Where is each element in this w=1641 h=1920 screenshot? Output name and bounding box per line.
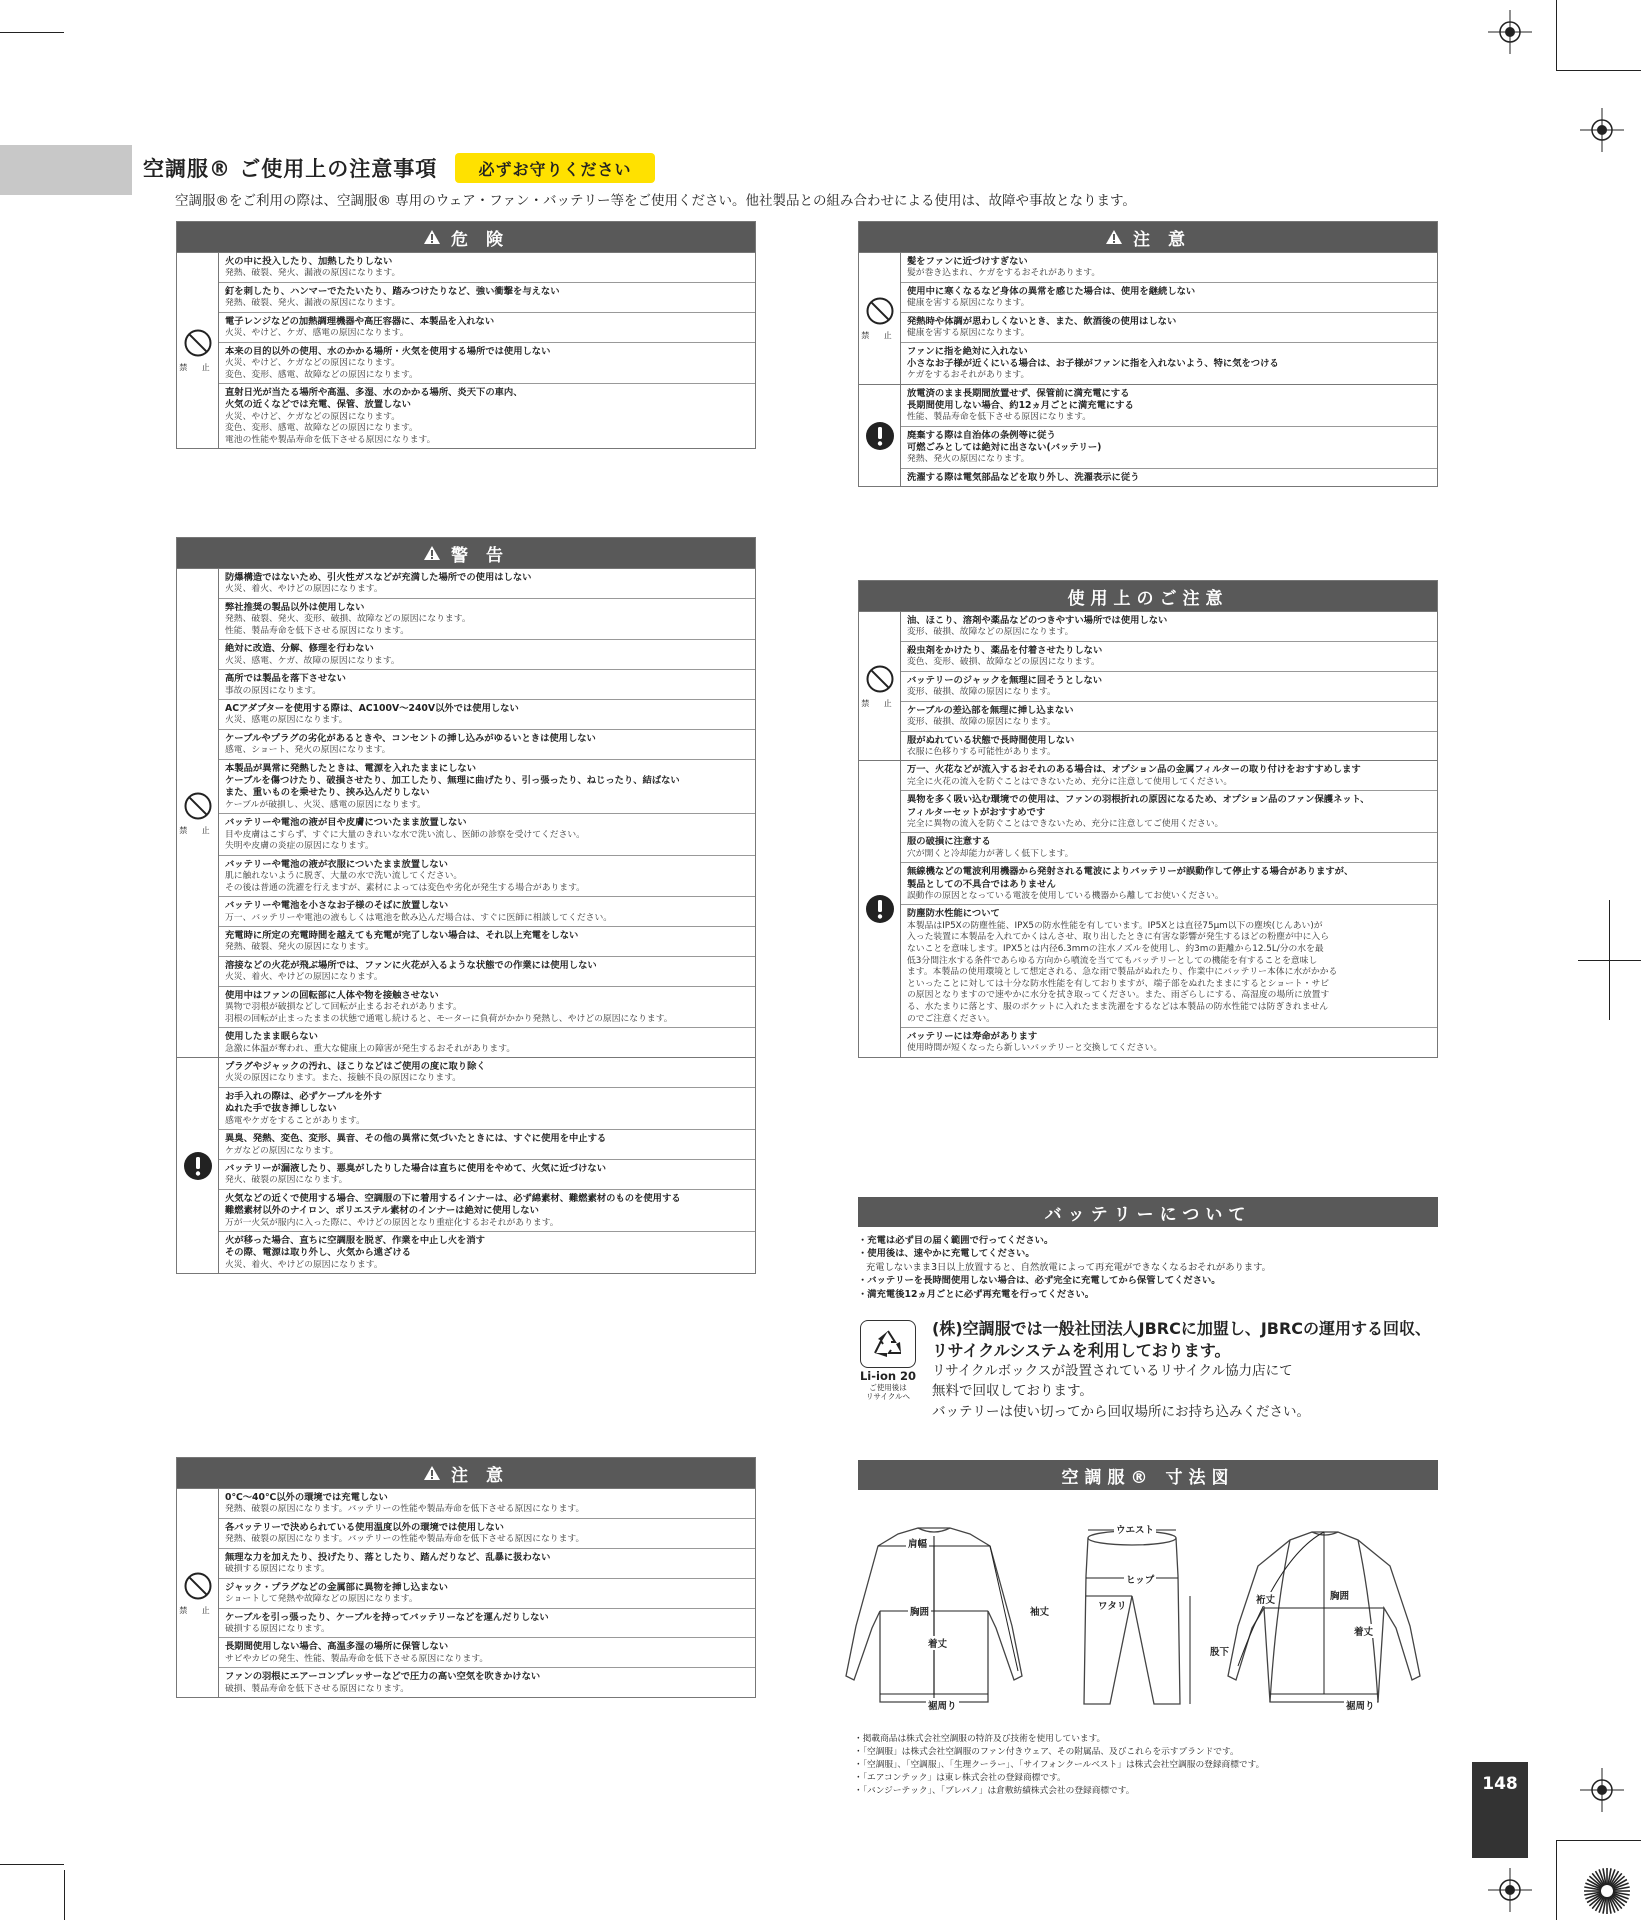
notice-item [219, 896, 755, 926]
notice-detail: 健康を害する原因になります。 [907, 298, 1030, 309]
notice-item [901, 731, 1437, 761]
li-ion-label: Li-ion 20 [859, 1369, 917, 1383]
notice-title: ファンに指を絶対に入れない 小さなお子様が近くにいる場合は、お子様がファンに指を入れないよう、特に気をつける [907, 345, 1279, 369]
mandatory-group [859, 760, 1437, 1057]
notice-title: 本製品が異常に発熱したときは、電源を入れたままにしない ケーブルを傷つけたり、破損させたり、加工したり、無理に曲げたり、引っ張ったり、ねじったり、結ばない また、重いものを乗せたり、挟み込んだりしない [225, 762, 680, 799]
notice-item [219, 253, 755, 282]
notice-item [901, 641, 1437, 671]
registration-mark-icon [1488, 1868, 1532, 1912]
notice-detail: 本製品はIP5Xの防塵性能、IPX5の防水性能を有しています。IP5Xとは直径75μm以下の塵埃(じんあい)が 入った装置に本製品を入れてかくはんさせ、取り出したときに有害な影響が発生するほどの粉塵が中に入ら ないことを意味します。IPX5とは内径6.3mmの注水ノズルを使用し、約3mの距離から12.5L/分の水を最 低3分間注水する条件であらゆる方向から噴流を当ててもバッテリーとしての機能を有することを意味し ます。本製品の使用環境として想定される、急な雨で製品がぬれたり、作業中にバッテリー本体に水がかかる といったことに対しては十分な防水性能を有しておりますが、端子部をぬれたままにするとショート・サビ の原因となりますので速やかに水分を拭き取ってください。また、雨ざらしにする、高湿度の場所に放置す る、水たまりに落とす、服のポケットに入れたまま洗濯をするなどは本製品の防水性能では防ぎきれません のでご注意ください。 [907, 920, 1338, 1024]
notice-item [219, 282, 755, 312]
notice-title: 発熱時や体調が思わしくないとき、また、飲酒後の使用はしない [907, 315, 1177, 327]
battery-list [858, 1234, 1438, 1301]
warning-triangle-icon [423, 1465, 441, 1481]
notice-list [219, 569, 755, 1057]
notice-title: 洗濯する際は電気部品などを取り外し、洗濯表示に従う [907, 472, 1140, 484]
notice-title: 火気などの近くで使用する場合、空調服の下に着用するインナーは、必ず綿素材、難燃素材のものを使用する 難燃素材以外のナイロン、ポリエステル素材のインナーは絶対に使用しない [225, 1192, 681, 1217]
notice-item [219, 956, 755, 986]
notice-title: 防爆構造ではないため、引火性ガスなどが充満した場所での使用はしない [225, 572, 532, 583]
danger-title: 危 険 [451, 229, 509, 250]
notice-detail: 感電やケガをすることがあります。 [225, 1115, 365, 1126]
notice-title: プラグやジャックの汚れ、ほこりなどはご使用の度に取り除く [225, 1061, 486, 1073]
notice-title: 油、ほこり、溶剤や薬品などのつきやすい場所では使用しない [907, 615, 1168, 626]
size-header-box [858, 1460, 1438, 1490]
notice-detail: 発熱、破裂、発火、漏液の原因になります。 [225, 268, 401, 279]
notice-title: バッテリーが漏液したり、悪臭がしたりした場合は直ちに使用をやめて、火気に近づけない [225, 1163, 606, 1175]
notice-title: 0℃〜40℃以外の環境では充電しない [225, 1492, 388, 1503]
prohibit-group [177, 568, 755, 1057]
notice-detail: 火災、着火、やけどの原因になります。 [225, 1259, 383, 1270]
notice-title: 防塵防水性能について [907, 908, 1000, 920]
prohibit-group [859, 252, 1437, 384]
crop-mark [64, 1870, 65, 1920]
notice-item [219, 1189, 755, 1231]
notice-item [219, 1608, 755, 1638]
label-waist: ウエスト [1114, 1522, 1156, 1536]
label-shoulder: 肩幅 [906, 1536, 929, 1550]
note-line: ・「空調服」、「空調服」、「生理クーラー」、「サイフォンクールベスト」は株式会社空調服の登録商標です。 [854, 1760, 1265, 1771]
notice-detail: 事故の原因になります。 [225, 685, 322, 696]
notice-detail: 発熱、破裂、発火の原因になります。 [225, 942, 374, 953]
trademark-notes [854, 1733, 1264, 1798]
notice-detail: 発熱、発火の原因になります。 [907, 454, 1030, 465]
recycle-text [932, 1318, 1452, 1422]
notice-item [219, 1489, 755, 1518]
side-tab [0, 145, 132, 195]
notice-item [901, 312, 1437, 342]
must-follow-badge: 必ずお守りください [455, 153, 655, 183]
starburst-mark-icon [1582, 1866, 1632, 1916]
recycle-logo [858, 1320, 918, 1402]
crop-mark [1609, 900, 1610, 1020]
prohibit-label: 禁 止 [179, 1605, 216, 1615]
notice-title: 充電時に所定の充電時間を越えても充電が完了しない場合は、それ以上充電をしない [225, 930, 579, 942]
notice-detail: 誤動作の原因となっている電波を使用している機器から離してお使いください。 [907, 890, 1224, 901]
prohibit-label: 禁 止 [179, 825, 216, 835]
label-hem-2: 裾周り [1344, 1698, 1377, 1712]
notice-title: 直射日光が当たる場所や高温、多湿、水のかかる場所、炎天下の車内、 火気の近くなどでは充電、保管、放置しない [225, 387, 523, 411]
notice-list [901, 253, 1437, 384]
notice-title: 長期間使用しない場合、高温多湿の場所に保管しない [225, 1641, 449, 1653]
caution-box [858, 221, 1438, 487]
notice-detail: 万が一火気が服内に入った際に、やけどの原因となり重症化するおそれがあります。 [225, 1217, 559, 1228]
prohibit-group [177, 1488, 755, 1697]
label-chest-2: 胸囲 [1328, 1588, 1351, 1602]
notice-title: 万一、火花などが流入するおそれのある場合は、オプション品の金属フィルターの取り付けをおすすめします [907, 764, 1361, 776]
notice-detail: 火災、やけど、ケガ、感電の原因になります。 [225, 328, 409, 339]
battery-item: ・満充電後12ヵ月ごとに必ず再充電を行ってください。 [858, 1288, 1095, 1300]
notice-item [901, 790, 1437, 832]
page-number: 148 [1472, 1762, 1528, 1858]
notice-list [901, 761, 1437, 1057]
notice-title: 火の中に投入したり、加熱したりしない [225, 256, 393, 267]
notice-title: 無理な力を加えたり、投げたり、落としたり、踏んだりなど、乱暴に扱わない [225, 1551, 551, 1563]
size-title: 空調服® 寸法図 [1061, 1467, 1235, 1488]
notice-item [219, 1087, 755, 1129]
notice-detail: 使用時間が短くなったら新しいバッテリーと交換してください。 [907, 1043, 1163, 1054]
notice-item [219, 699, 755, 729]
prohibit-icon [177, 569, 219, 1057]
battery-title: バッテリーについて [1044, 1204, 1252, 1225]
notice-detail: 肌に触れないように脱ぎ、大量の水で洗い流してください。 その後は普通の洗濯を行えますが、素材によっては変色や劣化が発生する場合があります。 [225, 871, 585, 893]
notice-item [219, 855, 755, 896]
notice-item [219, 342, 755, 383]
warning-triangle-icon [423, 545, 441, 561]
notice-title: 放電済のまま長期間放置せず、保管前に満充電にする 長期間使用しない場合、約12ヵ月ごとに満充電にする [907, 387, 1134, 412]
notice-item [901, 862, 1437, 904]
prohibit-group [859, 611, 1437, 760]
notice-item [219, 1027, 755, 1057]
notice-item [219, 312, 755, 342]
notice-title: 使用中はファンの回転部に人体や物を接触させない [225, 989, 439, 1001]
notice-title: 服がぬれている状態で長時間使用しない [907, 734, 1075, 746]
intro-text: 空調服®をご利用の際は、空調服® 専用のウェア・ファン・バッテリー等をご使用ください。他社製品との組み合わせによる使用は、故障や事故となります。 [175, 193, 1136, 209]
notice-item [219, 1058, 755, 1087]
usage-title: 使用上のご注意 [1067, 588, 1229, 609]
notice-detail: 変色、変形、破損、故障などの原因になります。 [907, 657, 1100, 668]
crop-mark [1556, 70, 1641, 71]
notice-detail: 健康を害する原因になります。 [907, 328, 1030, 339]
notice-detail: 火災、着火、やけどの原因になります。 [225, 584, 383, 595]
label-hem: 裾周り [926, 1698, 959, 1712]
notice-title: 各バッテリーで決められている使用温度以外の環境では使用しない [225, 1521, 504, 1533]
notice-item [219, 1159, 755, 1189]
notice-item [901, 701, 1437, 731]
notice-item [901, 468, 1437, 486]
notice-title: 異臭、発熱、変色、変形、異音、その他の異常に気づいたときには、すぐに使用を中止する [225, 1133, 607, 1145]
exclamation-icon [859, 385, 901, 487]
notice-item [901, 612, 1437, 641]
notice-item [901, 385, 1437, 426]
notice-title: ケーブルやプラグの劣化があるときや、コンセントの挿し込みがゆるいときは使用しない [225, 732, 596, 744]
notice-item [901, 904, 1437, 1027]
caution-battery-box [176, 1457, 756, 1698]
notice-item [219, 383, 755, 448]
note-line: ・「エアコンテック」は東レ株式会社の登録商標です。 [854, 1773, 1066, 1784]
prohibit-icon [177, 253, 219, 448]
notice-detail: ショートして発熱や故障などの原因になります。 [225, 1593, 418, 1604]
recycle-line: 無料で回収しております。 [932, 1383, 1093, 1400]
notice-detail: 火災、やけど、ケガなどの原因になります。 変色、変形、感電、故障などの原因になります。 [225, 357, 418, 380]
notice-title: 溶接などの火花が飛ぶ場所では、ファンに火花が入るような状態での作業には使用しない [225, 959, 597, 971]
label-length-2: 着丈 [1352, 1624, 1375, 1638]
notice-title: バッテリーや電池の液が目や皮膚についたまま放置しない [225, 817, 467, 829]
notice-item [901, 253, 1437, 282]
usage-box [858, 580, 1438, 1058]
notice-title: お手入れの際は、必ずケーブルを外す ぬれた手で抜き挿ししない [225, 1091, 382, 1115]
notice-title: 髪をファンに近づけすぎない [907, 256, 1028, 267]
notice-item [219, 598, 755, 639]
label-hip: ヒップ [1124, 1572, 1156, 1586]
notice-detail: 目や皮膚はこすらず、すぐに大量のきれいな水で洗い流し、医師の診察を受けてください。 失明や皮膚の炎症の原因になります。 [225, 829, 585, 852]
notice-item [219, 926, 755, 956]
notice-item [219, 759, 755, 813]
notice-title: ファンの羽根にエアーコンプレッサーなどで圧力の高い空気を吹きかけない [225, 1671, 541, 1683]
notice-title: 服の破損に注意する [907, 836, 991, 848]
notice-item [219, 569, 755, 598]
notice-item [219, 1231, 755, 1273]
notice-detail: 変形、破損、故障の原因になります。 [907, 687, 1056, 698]
warning-box [176, 537, 756, 1274]
note-line: ・「バンジーテック」、「ブレバノ」は倉敷紡績株式会社の登録商標です。 [854, 1786, 1135, 1797]
notice-title: 無線機などの電波利用機器から発射される電波によりバッテリーが誤動作して停止する場合がありますが、 製品としての不具合ではありません [907, 866, 1354, 890]
notice-detail: サビやカビの発生、性能、製品寿命を低下させる原因になります。 [225, 1653, 489, 1664]
mandatory-group [859, 384, 1437, 487]
notice-item [901, 1027, 1437, 1057]
notice-title: 釘を刺したり、ハンマーでたたいたり、踏みつけたりなど、強い衝撃を与えない [225, 285, 560, 297]
battery-item: 充電しないまま3日以上放置すると、自然放電によって再充電ができなくなるおそれがあります。 [866, 1261, 1271, 1273]
notice-detail: 破損する原因になります。 [225, 1564, 330, 1575]
label-length: 着丈 [926, 1636, 949, 1650]
warning-header [177, 538, 755, 568]
battery-header-box [858, 1197, 1438, 1227]
notice-detail: 性能、製品寿命を低下させる原因になります。 [907, 412, 1092, 423]
note-line: ・「空調服」は株式会社空調服のファン付きウェア、その附属品、及びこれらを示すブランドです。 [854, 1747, 1239, 1758]
notice-detail: 火災、やけど、ケガなどの原因になります。 変色、変形、感電、故障などの原因になります。 電池の性能や製品寿命を低下させる原因になります。 [225, 411, 436, 445]
notice-title: 本来の目的以外の使用、水のかかる場所・火気を使用する場所では使用しない [225, 345, 551, 357]
notice-title: 弊社推奨の製品以外は使用しない [225, 601, 365, 613]
notice-detail: 発火、破裂の原因になります。 [225, 1175, 348, 1186]
crop-mark [1556, 1840, 1641, 1841]
exclamation-icon [177, 1058, 219, 1273]
notice-detail: 変形、破損、故障の原因になります。 [907, 716, 1056, 727]
note-line: ・掲載商品は株式会社空調服の特許及び技術を使用しています。 [854, 1734, 1106, 1744]
battery-item: ・バッテリーを長時間使用しない場合は、必ず完全に充電してから保管してください。 [858, 1275, 1221, 1287]
notice-detail: 完全に異物の流入を防ぐことはできないため、充分に注意してご使用ください。 [907, 818, 1224, 829]
notice-detail: ケガをするおそれがあります。 [907, 370, 1030, 381]
crop-mark [0, 1864, 64, 1865]
prohibit-icon [859, 253, 901, 384]
notice-detail: 完全に火花の流入を防ぐことはできないため、充分に注意して使用してください。 [907, 776, 1233, 787]
prohibit-label: 禁 止 [861, 330, 898, 340]
notice-item [219, 1578, 755, 1608]
notice-title: バッテリーや電池を小さなお子様のそばに放置しない [225, 900, 449, 912]
notice-list [219, 253, 755, 448]
prohibit-group [177, 252, 755, 448]
exclamation-icon [859, 761, 901, 1057]
notice-title: 殺虫剤をかけたり、薬品を付着させたりしない [907, 644, 1103, 656]
caution-header [859, 222, 1437, 252]
notice-list [901, 612, 1437, 760]
danger-header [177, 222, 755, 252]
notice-item [219, 639, 755, 669]
caution-title: 注 意 [1133, 229, 1191, 250]
notice-title: 使用したまま眠らない [225, 1031, 318, 1043]
notice-detail: 万一、バッテリーや電池の液もしくは電池を飲み込んだ場合は、すぐに医師に相談してください。 [225, 912, 613, 923]
notice-detail: 火災、感電の原因になります。 [225, 715, 348, 726]
notice-title: ジャック・プラグなどの金属部に異物を挿し込まない [225, 1581, 448, 1593]
recycle-title: (株)空調服では一般社団法人JBRCに加盟し、JBRCの運用する回収、 リサイクルシステムを利用しております。 [932, 1319, 1432, 1360]
label-thigh: ワタリ [1096, 1598, 1128, 1612]
notice-title: バッテリーや電池の液が衣服についたまま放置しない [225, 858, 448, 870]
notice-title: ケーブルを引っ張ったり、ケーブルを持ってバッテリーなどを運んだりしない [225, 1611, 549, 1623]
notice-item [219, 813, 755, 854]
notice-detail: 穴が開くと冷却能力が著しく低下します。 [907, 848, 1074, 859]
notice-item [219, 986, 755, 1027]
label-chest: 胸囲 [908, 1604, 931, 1618]
notice-title: 異物を多く吸い込む環境での使用は、ファンの羽根折れの原因になるため、オプション品のファン保護ネット、 フィルターセットがおすすめです [907, 794, 1370, 818]
battery-item: ・充電は必ず目の届く範囲で行ってください。 [858, 1235, 1054, 1246]
notice-item [219, 1548, 755, 1578]
size-diagram [838, 1516, 1446, 1716]
notice-item [219, 729, 755, 759]
notice-detail: 発熱、破裂の原因になります。バッテリーの性能や製品寿命を低下させる原因になります。 [225, 1534, 585, 1545]
notice-detail: ケーブルが破損し、火災、感電の原因になります。 [225, 799, 426, 810]
registration-mark-icon [1580, 1768, 1624, 1812]
mandatory-group [177, 1057, 755, 1273]
warning-triangle-icon [1105, 229, 1123, 245]
notice-list [219, 1489, 755, 1697]
notice-detail: 火災、着火、やけどの原因になります。 [225, 972, 383, 983]
notice-item [901, 832, 1437, 862]
notice-detail: 破損、製品寿命を低下させる原因になります。 [225, 1683, 410, 1694]
notice-detail: 破損する原因になります。 [225, 1623, 330, 1634]
notice-detail: 感電、ショート、発火の原因になります。 [225, 745, 391, 756]
notice-detail: 髪が巻き込まれ、ケガをするおそれがあります。 [907, 268, 1101, 279]
notice-detail: 火災、感電、ケガ、故障の原因になります。 [225, 655, 400, 666]
size-header [858, 1460, 1438, 1490]
prohibit-icon [177, 1489, 219, 1697]
page-title: 空調服® ご使用上の注意事項 [143, 157, 438, 181]
notice-item [219, 1129, 755, 1159]
registration-mark-icon [1488, 10, 1532, 54]
notice-item [901, 761, 1437, 790]
recycle-sub-2: リサイクルへ [866, 1392, 910, 1402]
notice-title: 電子レンジなどの加熱調理機器や高圧容器に、本製品を入れない [225, 315, 495, 327]
notice-item [219, 669, 755, 699]
notice-title: 使用中に寒くなるなど身体の異常を感じた場合は、使用を継続しない [907, 285, 1196, 297]
label-sleeve: 袖丈 [1028, 1604, 1051, 1618]
notice-list [901, 385, 1437, 487]
label-inseam: 股下 [1208, 1644, 1231, 1658]
recycle-sub-1: ご使用後は [869, 1383, 907, 1392]
notice-item [219, 1518, 755, 1548]
notice-title: 廃棄する際は自治体の条例等に従う 可燃ごみとしては絶対に出さない(バッテリー) [907, 429, 1102, 454]
prohibit-icon [859, 612, 901, 760]
notice-detail: ケガなどの原因になります。 [225, 1145, 339, 1156]
notice-detail: 発熱、破裂、発火、漏液の原因になります。 [225, 298, 401, 309]
caution-header [177, 1458, 755, 1488]
crop-mark [0, 32, 64, 33]
notice-detail: 変形、破損、故障などの原因になります。 [907, 627, 1074, 638]
notice-title: ケーブルの差込部を無理に挿し込まない [907, 704, 1074, 716]
danger-box [176, 221, 756, 449]
caution-title: 注 意 [451, 1465, 509, 1486]
label-yuki: 裄丈 [1254, 1592, 1277, 1606]
notice-title: バッテリーには寿命があります [907, 1031, 1038, 1043]
notice-detail: 衣服に色移りする可能性があります。 [907, 746, 1056, 757]
prohibit-label: 禁 止 [179, 363, 216, 373]
battery-header [858, 1197, 1438, 1227]
notice-detail: 発熱、破裂、発火、変形、破損、故障などの原因になります。 性能、製品寿命を低下させる原因になります。 [225, 614, 471, 636]
crop-mark [1556, 1840, 1557, 1920]
notice-item [219, 1637, 755, 1667]
warning-triangle-icon [423, 229, 441, 245]
notice-title: ACアダプターを使用する際は、AC100V〜240V以外では使用しない [225, 703, 519, 715]
notice-detail: 急激に体温が奪われ、重大な健康上の障害が発生するおそれがあります。 [225, 1043, 516, 1054]
notice-item [901, 342, 1437, 384]
usage-header [859, 581, 1437, 611]
recycle-line: バッテリーは使い切ってから回収場所にお持ち込みください。 [932, 1403, 1310, 1420]
notice-detail: 火災の原因になります。また、接触不良の原因になります。 [225, 1073, 462, 1084]
notice-item [901, 426, 1437, 468]
recycle-line: リサイクルボックスが設置されているリサイクル協力店にて [932, 1363, 1293, 1380]
notice-detail: 異物で羽根が破損などして回転が止まるおそれがあります。 羽根の回転が止まったままの状態で通電し続けると、モーターに負荷がかかり発熱し、やけどの原因になります。 [225, 1002, 673, 1024]
battery-item: ・使用後は、速やかに充電してください。 [858, 1248, 1035, 1260]
warning-title: 警 告 [451, 545, 509, 566]
notice-item [219, 1667, 755, 1697]
notice-title: バッテリーのジャックを無理に回そうとしない [907, 674, 1103, 686]
notice-title: 絶対に改造、分解、修理を行わない [225, 643, 374, 655]
notice-list [219, 1058, 755, 1273]
crop-mark [1556, 0, 1557, 70]
notice-detail: 発熱、破裂の原因になります。バッテリーの性能や製品寿命を低下させる原因になります。 [225, 1504, 585, 1515]
notice-item [901, 282, 1437, 312]
notice-item [901, 671, 1437, 701]
recycle-lines [932, 1361, 1452, 1422]
prohibit-label: 禁 止 [861, 698, 898, 708]
registration-mark-icon [1580, 108, 1624, 152]
recycle-icon [860, 1320, 916, 1368]
notice-title: 高所では製品を落下させない [225, 673, 346, 685]
notice-title: 火が移った場合、直ちに空調服を脱ぎ、作業を中止し火を消す その際、電源は取り外し、火気から遠ざける [225, 1235, 485, 1259]
